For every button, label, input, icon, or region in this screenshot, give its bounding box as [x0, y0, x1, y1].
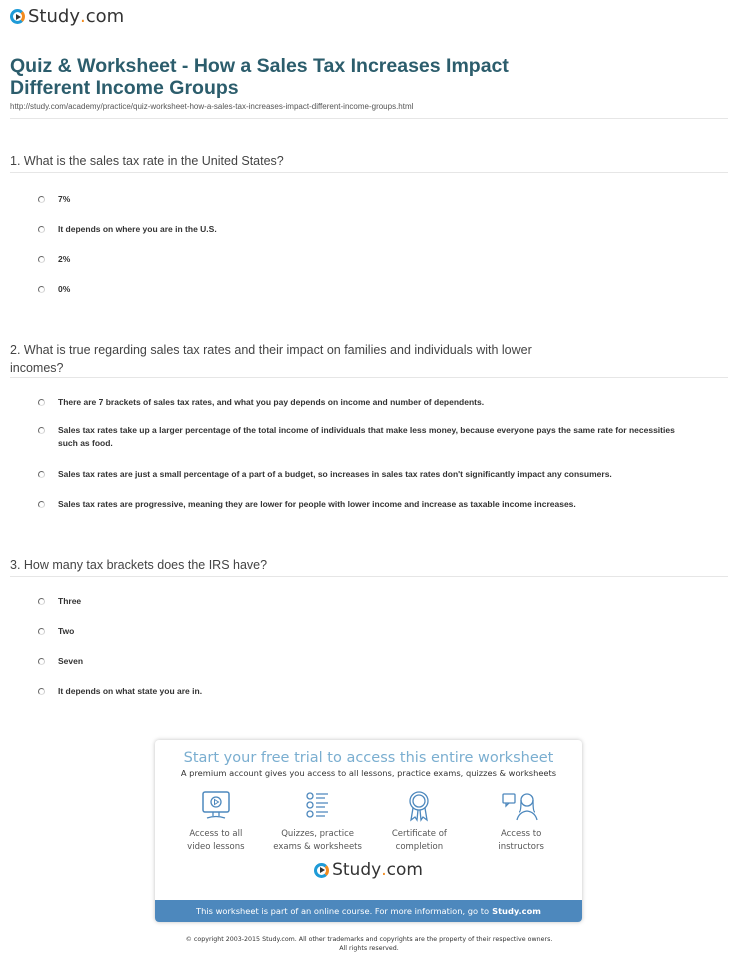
option-label: Sales tax rates are just a small percentage of a part of a budget, so increases in sales tax rates don't significantly impact any consumers. [58, 469, 612, 479]
answer-option[interactable] [38, 424, 678, 450]
question-1-text: 1. What is the sales tax rate in the United States? [10, 154, 284, 168]
option-label: Sales tax rates are progressive, meaning they are lower for people with lower income and increase as taxable income increases. [58, 499, 576, 509]
answer-option[interactable] [38, 193, 678, 206]
feature-instructors: Access to instructors [471, 790, 571, 854]
instructor-icon [501, 790, 541, 822]
video-icon [201, 790, 231, 822]
divider [10, 576, 728, 577]
option-label: Seven [58, 656, 84, 666]
radio-button[interactable] [38, 399, 45, 406]
option-label: There are 7 brackets of sales tax rates, and what you pay depends on income and number of dependents. [58, 397, 485, 407]
answer-option[interactable] [38, 253, 678, 266]
divider [10, 118, 728, 119]
option-label: It depends on where you are in the U.S. [58, 224, 217, 234]
answer-option[interactable] [38, 685, 678, 698]
answer-option[interactable] [38, 498, 678, 511]
copyright-footer: © copyright 2003-2015 Study.com. All other trademarks and copyrights are the property of their respective owners. All rights reserved. [185, 936, 553, 952]
feature-quizzes: Quizzes, practice exams & worksheets [268, 790, 368, 854]
logo-text: Study [28, 6, 80, 27]
radio-button[interactable] [38, 628, 45, 635]
option-label: 2% [58, 254, 71, 264]
logo-suffix: com [85, 6, 125, 27]
course-info-bar [155, 900, 582, 922]
answer-option[interactable] [38, 468, 678, 481]
answer-option[interactable] [38, 223, 678, 236]
radio-button[interactable] [38, 226, 45, 233]
divider [10, 172, 728, 173]
option-label: Three [58, 596, 82, 606]
feature-certificate: Certificate of completion [369, 790, 469, 854]
radio-button[interactable] [38, 256, 45, 263]
promo-subtitle: A premium account gives you access to all lessons, practice exams, quizzes & worksheets [180, 768, 557, 778]
list-icon [303, 790, 333, 822]
radio-button[interactable] [38, 501, 45, 508]
radio-button[interactable] [38, 196, 45, 203]
answer-option[interactable] [38, 655, 678, 668]
answer-option[interactable] [38, 283, 678, 296]
logo-dot: . [79, 6, 86, 27]
study-link[interactable]: Study.com [492, 906, 541, 916]
promo-box [155, 740, 582, 922]
play-logo-icon [10, 9, 25, 24]
question-3-text: 3. How many tax brackets does the IRS have? [10, 558, 268, 572]
bar-text: This worksheet is part of an online course. For more information, go to [196, 906, 490, 916]
page-url[interactable]: http://study.com/academy/practice/quiz-worksheet-how-a-sales-tax-increases-impact-different-income-groups.html [10, 102, 414, 111]
option-label: Sales tax rates take up a larger percentage of the total income of individuals that make less money, because everyone pays the same rate for necessities such as food. [58, 425, 675, 448]
divider [10, 377, 728, 378]
play-logo-icon [314, 863, 329, 878]
option-label: 7% [58, 194, 71, 204]
certificate-icon [404, 790, 434, 822]
answer-option[interactable] [38, 595, 678, 608]
promo-logo[interactable]: Study . com [155, 860, 582, 880]
radio-button[interactable] [38, 286, 45, 293]
radio-button[interactable] [38, 658, 45, 665]
page-title: Quiz & Worksheet - How a Sales Tax Increases Impact Different Income Groups [10, 55, 509, 99]
promo-title[interactable]: Start your free trial to access this entire worksheet [183, 750, 554, 766]
feature-video: Access to all video lessons [166, 790, 266, 854]
option-label: Two [58, 626, 75, 636]
study-logo[interactable] [10, 6, 124, 27]
option-label: It depends on what state you are in. [58, 686, 203, 696]
radio-button[interactable] [38, 427, 45, 434]
radio-button[interactable] [38, 471, 45, 478]
answer-option[interactable] [38, 396, 678, 409]
option-label: 0% [58, 284, 71, 294]
radio-button[interactable] [38, 688, 45, 695]
question-2-text: 2. What is true regarding sales tax rates and their impact on families and individuals with lower incomes? [10, 343, 532, 375]
radio-button[interactable] [38, 598, 45, 605]
answer-option[interactable] [38, 625, 678, 638]
